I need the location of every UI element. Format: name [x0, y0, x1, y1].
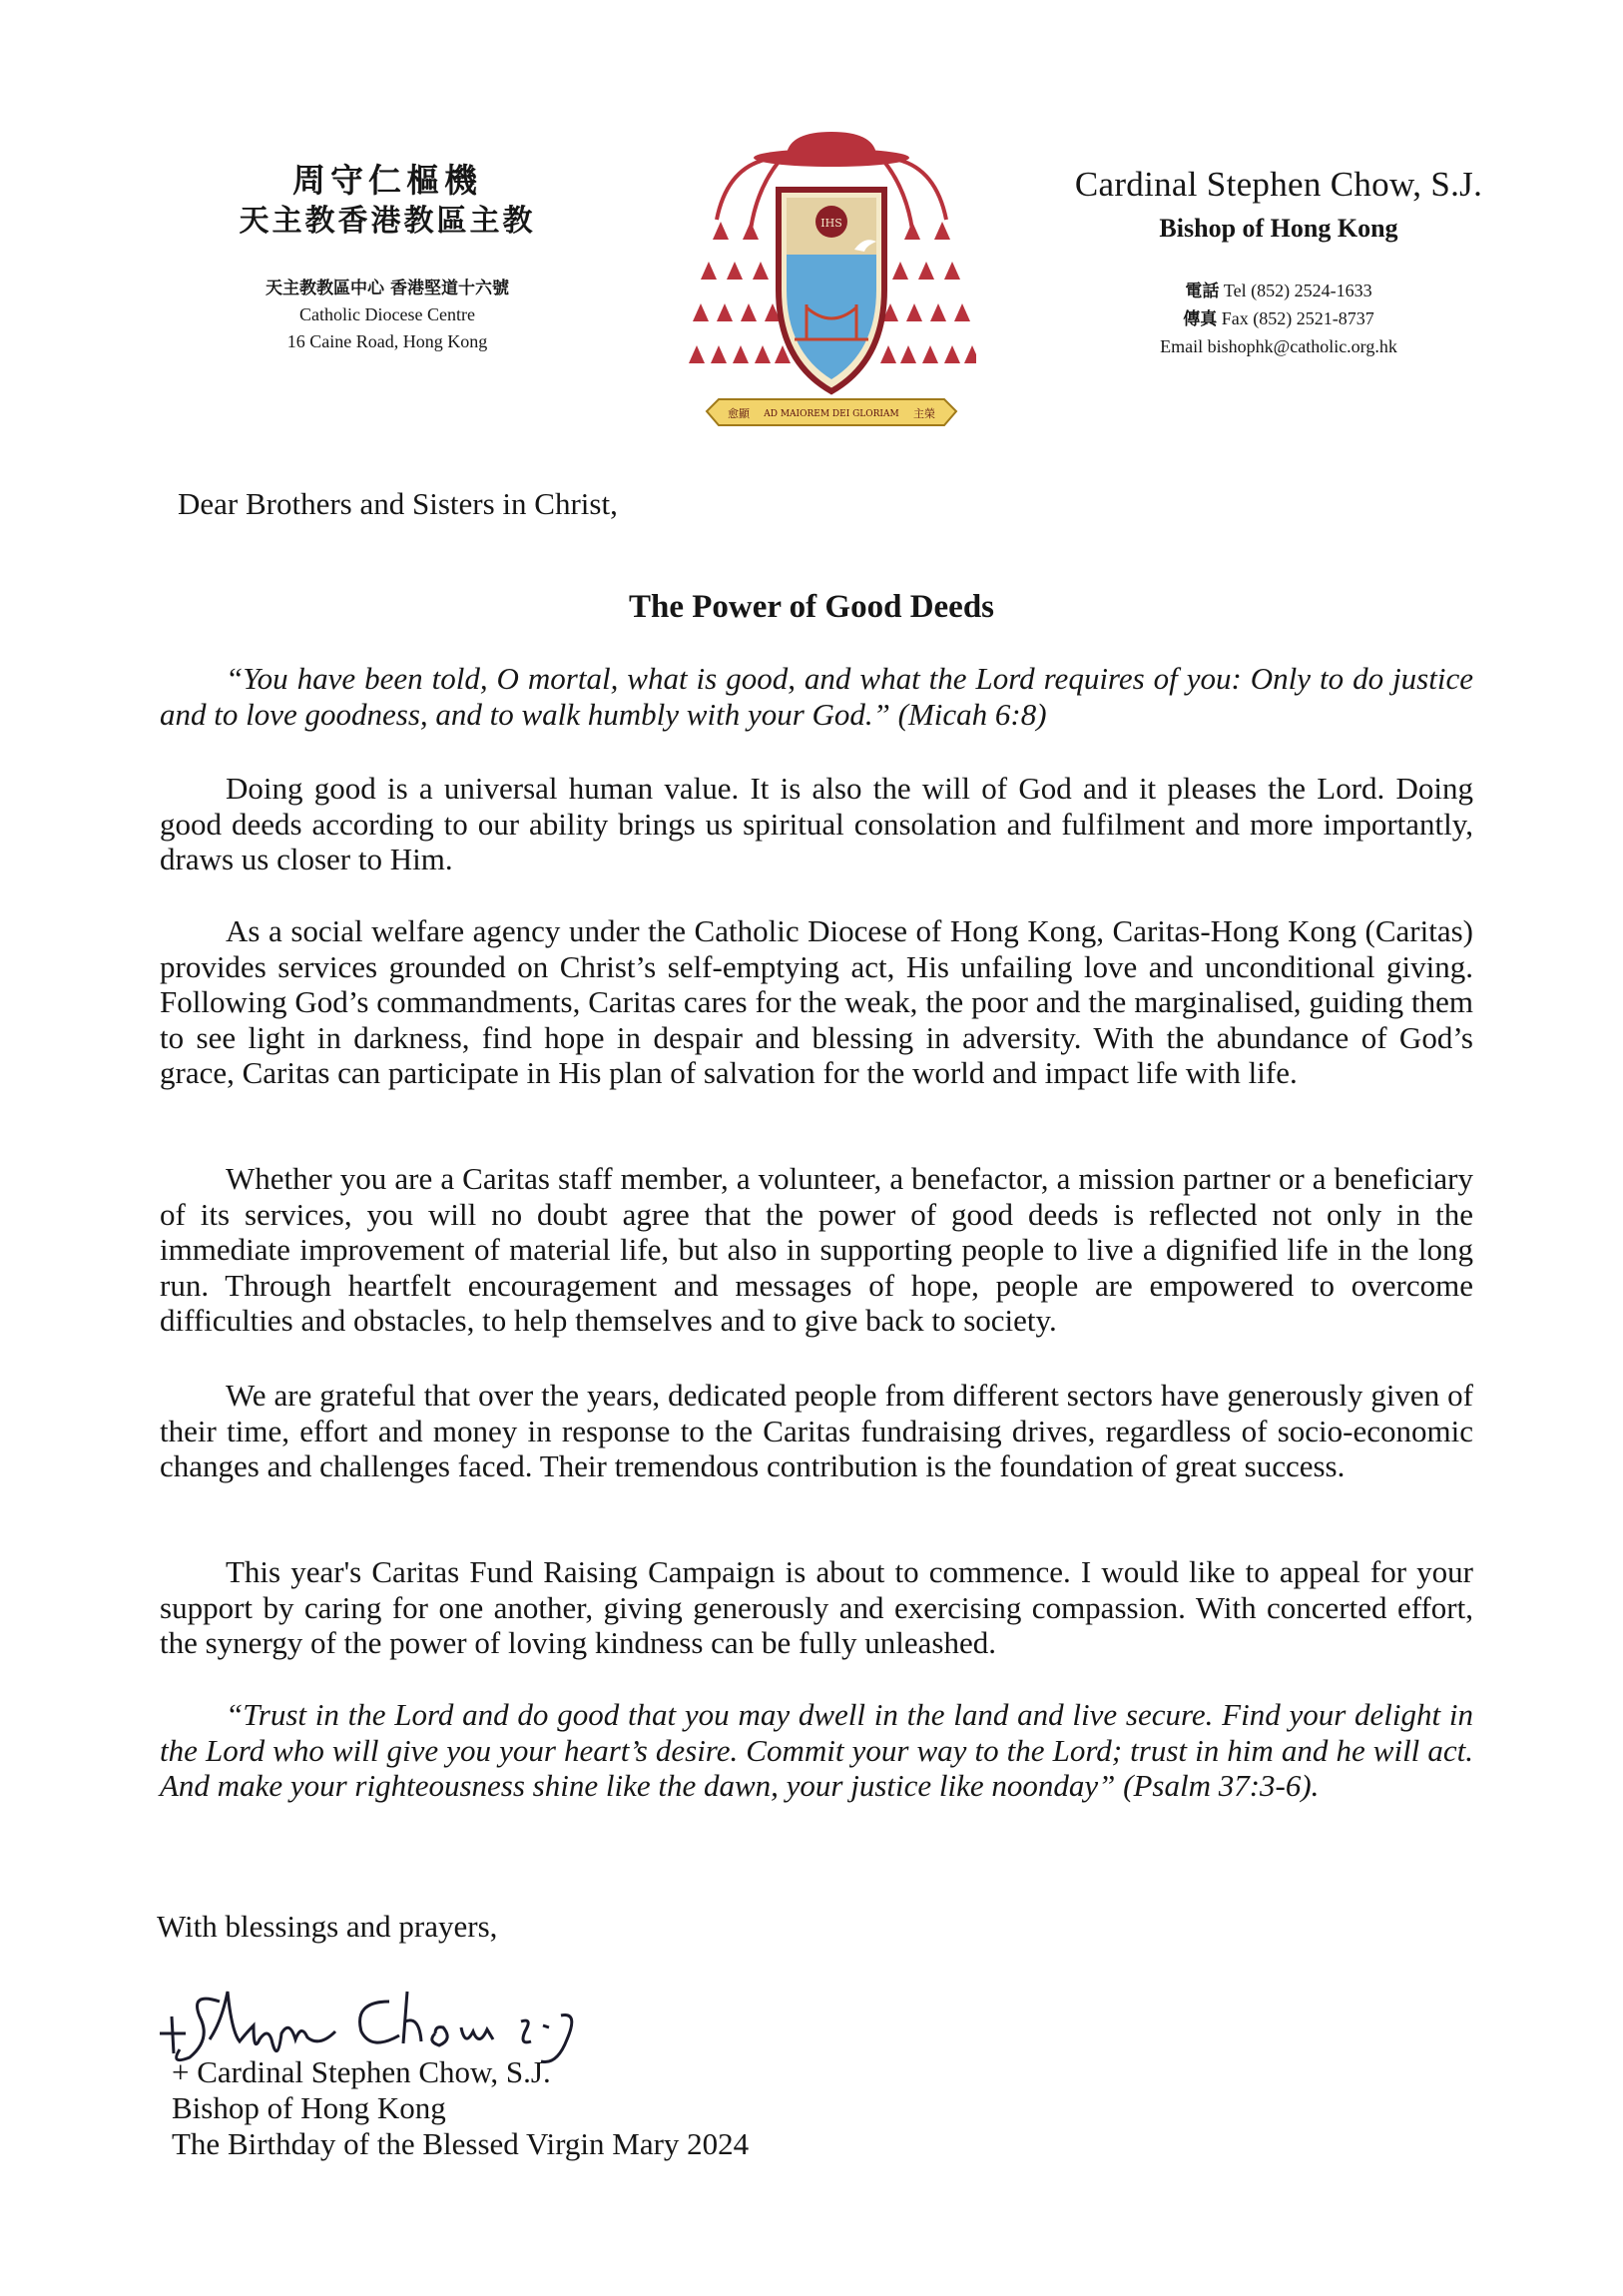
address-line-1: Catholic Diocese Centre — [299, 304, 475, 324]
motto-zh-left: 愈顯 — [728, 407, 750, 420]
signoff-name: + Cardinal Stephen Chow, S.J. — [172, 2054, 551, 2089]
letter-title: The Power of Good Deeds — [628, 589, 995, 625]
salutation: Dear Brothers and Sisters in Christ, — [178, 486, 618, 521]
signoff-block — [172, 2054, 749, 2162]
galero-hat-crown — [787, 132, 876, 154]
letterhead-left — [178, 160, 597, 355]
paragraph: Whether you are a Caritas staff member, a volunteer, a benefactor, a mission partner or a beneficiary of its services, you will no doubt agree that the power of good deeds is reflected not only in the immediate improvement of material life, but also in supporting people to live a dignified life in the long run. Through heartfelt encouragement and messages of hope, people are empowered to overcome difficulties and obstacles, to help themselves and to give back to society. — [160, 1161, 1473, 1338]
bishop-title: Bishop of Hong Kong — [1159, 214, 1398, 243]
chinese-name: 周守仁樞機 — [292, 161, 482, 200]
chinese-title: 天主教香港教區主教 — [239, 204, 536, 239]
signoff-date: The Birthday of the Blessed Virgin Mary 2024 — [172, 2126, 750, 2161]
signoff-title: Bishop of Hong Kong — [172, 2090, 446, 2125]
motto-zh-right: 主榮 — [913, 407, 935, 420]
paragraph: We are grateful that over the years, dedicated people from different sectors have generously given of their time, effort and money in response to the Caritas fundraising drives, regardless of socio-economic changes and challenges faced. Their tremendous contribution is the foundation of great success. — [160, 1378, 1473, 1483]
letterhead-right — [1044, 162, 1513, 360]
cardinal-name: Cardinal Stephen Chow, S.J. — [1074, 165, 1483, 204]
scripture-quote-psalm: “Trust in the Lord and do good that you may dwell in the land and live secure. Find your delight in the Lord who will give you your heart’s desire. Commit your way to the Lord; trust in him and he will act. And make your righteousness shine like the dawn, your justice like noonday” (Psalm 37:3-6). — [160, 1697, 1473, 1803]
chinese-address: 天主教教區中心 香港堅道十六號 — [266, 279, 509, 298]
monogram-text: IHS — [820, 217, 842, 230]
email-line: Email bishophk@catholic.org.hk — [1160, 336, 1397, 356]
paragraph: As a social welfare agency under the Catholic Diocese of Hong Kong, Caritas-Hong Kong (Caritas) provides services grounded on Christ’s self-emptying act, His unfailing love and unconditional giving. Following God’s commandments, Caritas cares for the weak, the poor and the marginalised, guiding them to see light in darkness, find hope in despair and blessing in adversity. With the abundance of God’s grace, Caritas can participate in His plan of salvation for the world and impact life with life. — [160, 913, 1473, 1090]
motto-latin: AD MAIOREM DEI GLORIAM — [764, 409, 899, 419]
paragraph: This year's Caritas Fund Raising Campaign is about to commence. I would like to appeal for your support by caring for one another, giving generously and exercising compassion. With concerted effort, the synergy of the power of loving kindness can be fully unleashed. — [160, 1554, 1473, 1660]
tel-line: 電話 Tel (852) 2524-1633 — [1185, 281, 1372, 301]
scripture-quote-micah: “You have been told, O mortal, what is good, and what the Lord requires of you: Only to do justice and to love goodness, and to walk humbly with your God.” (Micah 6:8) — [160, 661, 1473, 732]
tassels-right — [880, 222, 976, 363]
tassels-left — [689, 222, 791, 363]
paragraph: Doing good is a universal human value. It is also the will of God and it pleases the Lord. Doing good deeds according to our ability brings us spiritual consolation and fulfilment and more importantly, draws us closer to Him. — [160, 771, 1473, 876]
address-line-2: 16 Caine Road, Hong Kong — [286, 331, 488, 351]
contact-block — [1044, 278, 1513, 360]
closing: With blessings and prayers, — [157, 1909, 498, 1944]
fax-line: 傳真 Fax (852) 2521-8737 — [1183, 308, 1374, 329]
coat-of-arms — [687, 130, 976, 439]
